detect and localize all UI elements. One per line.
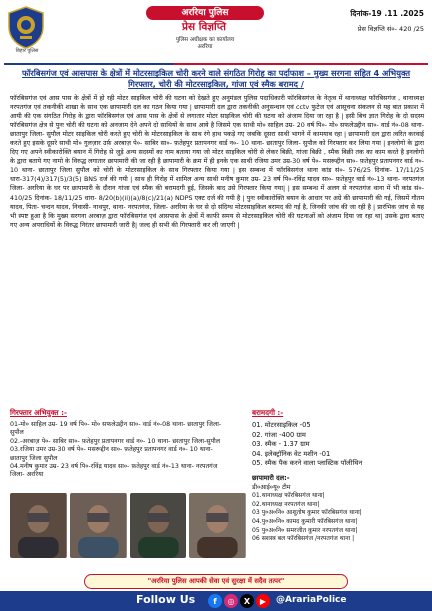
facebook-icon[interactable]: f [208,594,222,608]
youtube-icon[interactable]: ▶ [256,594,270,608]
press-release-title: प्रेस विज्ञप्ति [182,21,226,33]
accused-photo [10,493,67,558]
social-handle[interactable]: @ArariaPolice [276,595,347,605]
seized-item: 04. इलेक्ट्रॉनिक वेट मशीन -01 [252,449,331,458]
accused-photos [10,493,246,558]
raid-team-item: 06 सशस्त्र बल फॉरबिसगंज /नरपतगंज थाना | [252,535,355,543]
office-name: पुलिस अधीक्षक का कार्यालय अररिया [175,37,235,50]
release-reference-number: प्रेस विज्ञप्ति सं०- 420 /25 [357,25,424,33]
bihar-police-emblem-icon [6,5,46,49]
organization-title: अररिया पुलिस [146,6,264,20]
seizure-and-team-section [252,408,424,544]
accused-photo [130,493,187,558]
raid-team-item: 03 पु०अ०नि० आशुतोष कुमार फॉरबिसगंज थाना| [252,509,362,517]
seized-heading: बरामदगी :- [252,408,284,417]
raid-team-item: 05 पु०अ०नि० समरजीत कुमार नरपतगंज थाना| [252,526,358,534]
seized-item: 05. स्मैक पैक करने वाला प्लास्टिक पॉलीथिन [252,459,363,468]
accused-photo [189,493,246,558]
raid-team-item: 01.थानाध्यक्ष फॉरबिसगंज थाना| [252,491,325,499]
raid-team-heading: छापामारी दल:- [252,473,290,482]
headline: फॉरबिसगंज एवं आसपास के क्षेत्रों में मोटरसाइकिल चोरी करने वाले संगठित गिरोह का पर्दाफाश – मुख्य सरगना सहित 4 अभियुक्त गिरफ्तार, चोरी की मोटरसाइकिल, गांजा एवं स्मैक बरामद / [21,68,410,89]
arrested-section [10,408,230,480]
raid-team-item: 04.पु०अ०नि० कामद कुमारी फॉरबिसगंज थाना| [252,518,358,526]
arrested-item: 04.मनीष कुमार उम्र- 23 वर्ष पि०-रविंद्र यादव सा०- फ़तेहपुर वार्ड नं०-13 थाना- नरपतगंज जिला- अररिया [10,463,218,479]
seized-item: 01. मोटरसाइकिल -05 [252,421,311,429]
body-paragraph: फॉरबिसगंज एवं आस पास के क्षेत्रों में हो रही मोटर साइकिल चोरी की घटना को देखते हुए अनुमंडल पुलिस पदाधिकारी फॉरबिसगंज के नेतृत्व में थानाध्यक्ष फॉरबिसगंज , थानाध्यक्ष नरपतगंज एवं तकनीकी शाखा के साथ एक छापामारी दल का गठन किया गया | छापामारी दल द्वारा तकनीकी अनुसन्धान एवं cctv फुटेज एवं आसूचना संकलन से यह बात प्रकाश में आयी की एक संगठित गिरोह के द्वारा फॉरबिसगंज एवं आस पास के क्षेत्रों से लगातार मोटर साइकिल चोरी की घटना को अंजाम दिया जा रहा है | इसी बिच ज्ञात गिरोह के दो सदस्य फॉरबिसगंज क्षेत्र से पुनः चोरी की घटना को अनजाम देने अपने दो साथियों के साथ आये है जिसमे एक साथी मो० साहिल उम्र- 20 वर्ष पि०- मो० सफलेउद्दीन सा०- वार्ड नं०-08 थाना- छातापुर जिला- सुपौल मोटर साइकिल चोरी करते हुए चोरी के मोटरसाइकिल के साथ रंगे हाथ पकड़े गए जबकि दूसरा साथी भागने में कामयाब रहा | छापामारी दल द्वारा त्वरित करवाई करते हुए इसके दूसरे साथी मो० गुलज़ार उर्फ़ अरबाज़ पे०- साबिर सा०- फ़तेहपुर प्रतापनगर वार्ड न०- 10 थाना- छातापुर जिला- सुपौल को गिरफ्तार कर लिया गया | इनलोगो के द्वारा दिए गए अपने स्वीकारोक्ति बयान में गिरोह से जुड़े अन्य सदस्यों का नाम बताया गया जो मोटर साइकिल चोरी से लेकर बिक्री, गांजा बिक्री , स्मैक बिक्री तक का काम करते है इनलोगो के द्वारा बताये गए नामो के विरुद्ध लगातार छापामारी की जा रही है छापामारी के क्रम में ही इनके एक साथी रजिया उमर उम्र-30 वर्ष पे०- मसरूद्दीन सा०- फ़तेहपुर प्रतापनगर वार्ड न०- 10 थाना- छातापुर जिला सुपौल को चोरी के मोटरसाइकिल के साथ गिरफ्तार किया गया | इस सम्बन्ध में फॉरबिसगंज थाना कांड सं०- 576/25 दिनांक- 17/11/25 धारा-317(4)/317(5)/3(5) BNS दर्ज की गयी | साथ ही गिरोह में शामिल अन्य साथी मनीष कुमार उम्र- 23 वर्ष पि०-रविंद्र यादव सा०- फ़तेहपुर वार्ड नं०-13 थाना- नरपतगंज जिला- अररिया के घर पर छापामारी के दौरान गांजा एवं स्मैक की बरामदगी हुई, जिसके बाद उसे गिरफ्तार किया गया| | इस सम्बन्ध में अलग से नरपतगंज थाना में भी कांड सं०- 410/25 दिनांक- 18/11/25 धारा- 8/20(b)(ii)(a)/8(c)/21(a) NDPS एक्ट दर्ज की गयी है | पुनः स्वीकारोक्ति बयान के आधार पर अग्रे की छापामारी की गई, जिसमें गौतम यादव, पिता- चन्दन यादव, निवासी- नाथपुर, थाना- नरपतगंज, जिला- अररिया के घर से दो संदिग्ध मोटरसाइकिल बरामद की गई है, जिनकी जांच की जा रही है | प्रारंभिक जांच से यह भी स्पष्ट हुआ है कि मुख्य सरगना अरबाज़ द्वारा फॉरबिसगंज एवं आसपास के क्षेत्रों में काफी समय से मोटरसाइकिल चोरी की घटनाओं को अंजाम दिया जा रहा था| उसके द्वारा बताए गए अन्य अपराधियों के विरुद्ध निरंतर छापामारी जारी है| जल्द ही सभी की गिरफ्तारी कर ली जाएगी | [10,95,424,229]
release-date: दिनांक-19 .11 .2025 [350,9,424,18]
arrested-item: 02.-अरबाज़ पे०- साबिर सा०- फ़तेहपुर प्रतापनगर वार्ड न०- 10 थाना- छातापुर जिला-सुपौल [10,437,221,445]
header-divider [4,63,428,65]
seized-item: 02. गांजा -400 ग्राम [252,430,306,439]
instagram-icon[interactable]: ◎ [224,594,238,608]
seized-list [252,421,424,469]
arrested-list [10,421,230,480]
follow-us-label: Follow Us [136,593,196,606]
x-icon[interactable]: X [240,594,254,608]
raid-team-subheading: डी०आई०यू० टीम [252,483,291,491]
raid-team-list [252,492,424,544]
accused-photo [70,493,127,558]
logo-caption: बिहार पुलिस [15,48,39,54]
arrested-heading: गिरफ्तार अभियुक्त :- [10,408,68,417]
arrested-item: 01-मो० साहिल उम्र- 19 वर्ष पि०- मो० सफलेउद्दीन सा०- वार्ड नं०-08 थाना- छातापुर जिला- सुपौल [10,421,222,437]
seized-item: 03. स्मैक - 1.37 ग्राम [252,440,310,449]
arrested-item: 03.रजिया उमर उम्र-30 वर्ष पे०- मसरूद्दीन सा०- फ़तेहपुर प्रतापनगर वार्ड न०- 10 थाना- छातापुर जिला सुपौल [10,446,213,462]
raid-team-item: 02.थानाध्यक्ष नरपतगंज थाना| [252,500,320,508]
police-slogan-banner: "अररिया पुलिस आपकी सेवा एवं सुरक्षा में सदैव तत्पर" [84,574,348,589]
press-release-header [0,0,432,62]
